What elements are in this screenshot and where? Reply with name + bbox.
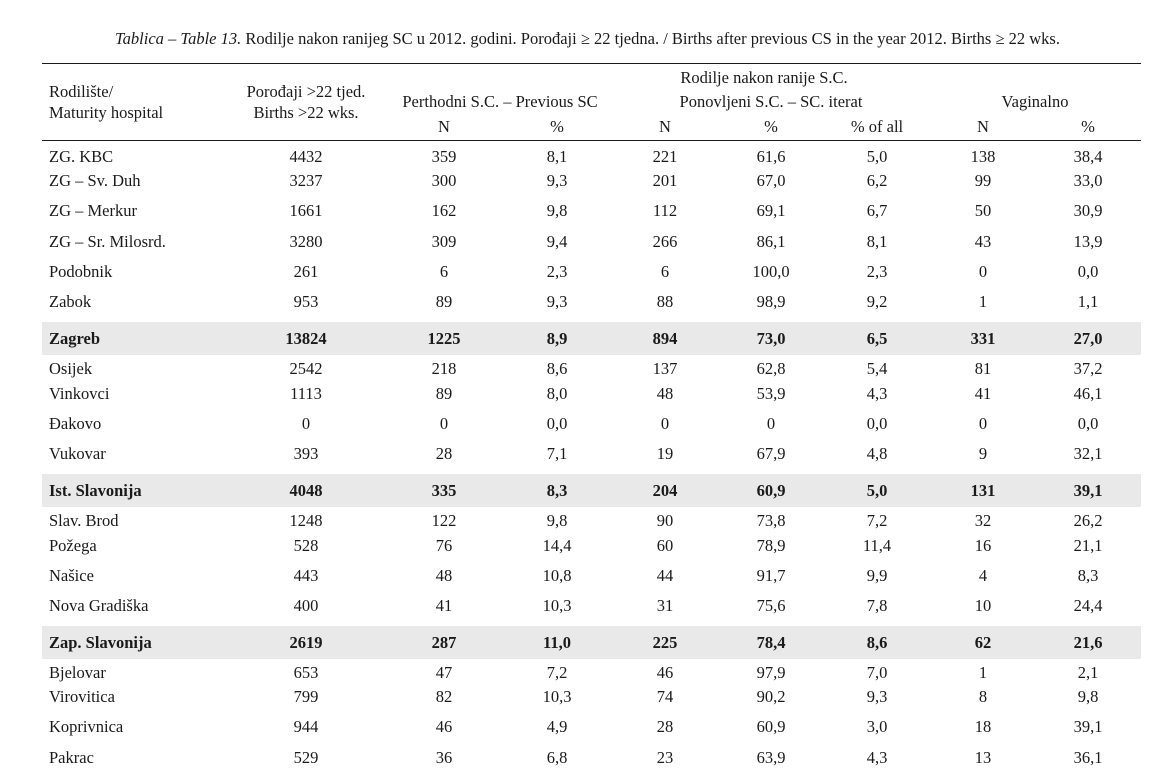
table-cell: 6,8 — [546, 748, 568, 767]
hospital-name: ZG – Sv. Duh — [49, 171, 141, 190]
hospital-name: Virovitica — [49, 687, 115, 706]
table-cell: 74 — [656, 687, 674, 706]
table-cell: 78,9 — [756, 536, 786, 555]
table-cell: 4048 — [289, 481, 323, 500]
summary-row — [0, 632, 1175, 654]
table-cell: 37,2 — [1073, 359, 1103, 378]
caption-prefix: Tablica – Table 13. — [115, 29, 242, 48]
table-cell: 9,8 — [1077, 687, 1099, 706]
table-cell: 393 — [293, 444, 319, 463]
hospital-name: ZG. KBC — [49, 147, 114, 166]
table-cell: 1225 — [427, 329, 461, 348]
table-cell: 7,1 — [546, 444, 568, 463]
table-cell: 201 — [652, 171, 678, 190]
header-hospital — [49, 81, 163, 123]
table-cell: 10 — [974, 596, 992, 615]
table-cell: 953 — [293, 292, 319, 311]
table-cell: 46 — [435, 717, 453, 736]
hospital-name: Bjelovar — [49, 663, 106, 682]
table-cell: 4,8 — [866, 444, 888, 463]
table-cell: 9,3 — [546, 171, 568, 190]
table-cell: 6 — [660, 262, 670, 281]
table-cell: 3237 — [289, 171, 323, 190]
table-cell: 50 — [974, 201, 992, 220]
table-cell: 39,1 — [1073, 717, 1103, 736]
table-cell: 48 — [656, 384, 674, 403]
table-cell: 2542 — [289, 359, 323, 378]
table-cell: 73,0 — [756, 329, 786, 348]
table-cell: 443 — [293, 566, 319, 585]
hospital-name: Osijek — [49, 359, 93, 378]
table-cell: 36 — [435, 748, 453, 767]
header-births — [247, 81, 366, 123]
table-cell: 9,3 — [866, 687, 888, 706]
table-cell: 53,9 — [756, 384, 786, 403]
table-cell: 529 — [293, 748, 319, 767]
table-cell: 7,2 — [546, 663, 568, 682]
hospital-name: Podobnik — [49, 262, 113, 281]
table-cell: 39,1 — [1073, 481, 1103, 500]
table-caption — [0, 29, 1175, 49]
header-vaginal: Vaginalno — [1001, 92, 1069, 111]
table-row — [0, 565, 1175, 587]
table-cell: 8 — [978, 687, 988, 706]
table-cell: 30,9 — [1073, 201, 1103, 220]
table-cell: 0,0 — [546, 414, 568, 433]
table-cell: 0 — [301, 414, 311, 433]
table-cell: 41 — [435, 596, 453, 615]
table-cell: 47 — [435, 663, 453, 682]
table-cell: 9,8 — [546, 511, 568, 530]
table-cell: 41 — [974, 384, 992, 403]
table-cell: 90 — [656, 511, 674, 530]
table-cell: 62,8 — [756, 359, 786, 378]
table-cell: 88 — [656, 292, 674, 311]
table-cell: 0 — [978, 262, 988, 281]
header-rule — [42, 140, 1141, 141]
table-cell: 8,6 — [546, 359, 568, 378]
table-cell: 7,2 — [866, 511, 888, 530]
subheader-cell: % — [1081, 117, 1095, 136]
table-cell: 8,3 — [546, 481, 568, 500]
table-cell: 5,0 — [866, 147, 888, 166]
header-iterat: Ponovljeni S.C. – SC. iterat — [679, 92, 863, 111]
table-cell: 162 — [431, 201, 457, 220]
table-cell: 894 — [652, 329, 678, 348]
table-cell: 18 — [974, 717, 992, 736]
table-cell: 73,8 — [756, 511, 786, 530]
table-cell: 28 — [435, 444, 453, 463]
table-cell: 137 — [652, 359, 678, 378]
table-cell: 0 — [660, 414, 670, 433]
hospital-name: Vinkovci — [49, 384, 110, 403]
table-cell: 90,2 — [756, 687, 786, 706]
table-cell: 13 — [974, 748, 992, 767]
hospital-name: ZG – Sr. Milosrd. — [49, 232, 166, 251]
table-row — [0, 200, 1175, 222]
table-cell: 3280 — [289, 232, 323, 251]
table-cell: 33,0 — [1073, 171, 1103, 190]
table-row — [0, 686, 1175, 708]
table-cell: 32 — [974, 511, 992, 530]
table-row — [0, 716, 1175, 738]
table-cell: 7,0 — [866, 663, 888, 682]
table-cell: 99 — [974, 171, 992, 190]
hospital-name: Pakrac — [49, 748, 94, 767]
table-row — [0, 231, 1175, 253]
table-cell: 36,1 — [1073, 748, 1103, 767]
table-cell: 300 — [431, 171, 457, 190]
table-cell: 8,6 — [866, 633, 888, 652]
table-cell: 204 — [652, 481, 678, 500]
table-cell: 112 — [652, 201, 678, 220]
table-cell: 46 — [656, 663, 674, 682]
table-cell: 13824 — [285, 329, 327, 348]
header-hospital-line1: Rodilište/ — [49, 82, 114, 101]
table-cell: 6,5 — [866, 329, 888, 348]
table-cell: 10,8 — [542, 566, 572, 585]
table-row — [0, 291, 1175, 313]
table-cell: 48 — [435, 566, 453, 585]
summary-row — [0, 328, 1175, 350]
table-cell: 9,8 — [546, 201, 568, 220]
table-cell: 43 — [974, 232, 992, 251]
table-cell: 9,3 — [546, 292, 568, 311]
table-cell: 16 — [974, 536, 992, 555]
caption-text: Rodilje nakon ranijeg SC u 2012. godini. Porođaji ≥ 22 tjedna. / Births after previous CS in the year 2012. Births ≥ 22 wks. — [241, 29, 1060, 48]
table-cell: 1248 — [289, 511, 323, 530]
table-cell: 9,9 — [866, 566, 888, 585]
table-cell: 67,9 — [756, 444, 786, 463]
table-cell: 3,0 — [866, 717, 888, 736]
table-cell: 0,0 — [866, 414, 888, 433]
table-cell: 0,0 — [1077, 414, 1099, 433]
table-cell: 331 — [970, 329, 996, 348]
table-cell: 9 — [978, 444, 988, 463]
table-cell: 1 — [978, 292, 988, 311]
table-cell: 89 — [435, 292, 453, 311]
subheader-cell: N — [659, 117, 671, 136]
table-cell: 8,9 — [546, 329, 568, 348]
table-cell: 63,9 — [756, 748, 786, 767]
table-cell: 2,3 — [546, 262, 568, 281]
table-cell: 61,6 — [756, 147, 786, 166]
table-row — [0, 358, 1175, 380]
table-cell: 98,9 — [756, 292, 786, 311]
table-cell: 1,1 — [1077, 292, 1099, 311]
subheader-cell: N — [977, 117, 989, 136]
header-previous: Perthodni S.C. – Previous SC — [402, 92, 598, 111]
table-cell: 8,1 — [866, 232, 888, 251]
table-cell: 528 — [293, 536, 319, 555]
table-cell: 6,7 — [866, 201, 888, 220]
table-cell: 7,8 — [866, 596, 888, 615]
hospital-name: Nova Gradiška — [49, 596, 149, 615]
subheader-cell: % — [550, 117, 564, 136]
table-cell: 8,0 — [546, 384, 568, 403]
table-cell: 2,1 — [1077, 663, 1099, 682]
table-cell: 9,4 — [546, 232, 568, 251]
table-cell: 91,7 — [756, 566, 786, 585]
hospital-name: Koprivnica — [49, 717, 124, 736]
table-cell: 69,1 — [756, 201, 786, 220]
subheader-cell: % — [764, 117, 778, 136]
table-cell: 9,2 — [866, 292, 888, 311]
table-cell: 0 — [766, 414, 776, 433]
table-cell: 5,0 — [866, 481, 888, 500]
table-cell: 27,0 — [1073, 329, 1103, 348]
table-cell: 653 — [293, 663, 319, 682]
hospital-name: Požega — [49, 536, 97, 555]
table-cell: 400 — [293, 596, 319, 615]
table-cell: 335 — [431, 481, 457, 500]
table-row — [0, 170, 1175, 192]
table-row — [0, 261, 1175, 283]
table-cell: 60,9 — [756, 717, 786, 736]
table-cell: 6,2 — [866, 171, 888, 190]
table-row — [0, 662, 1175, 684]
table-cell: 2619 — [289, 633, 323, 652]
table-cell: 1 — [978, 663, 988, 682]
table-cell: 100,0 — [752, 262, 790, 281]
table-cell: 5,4 — [866, 359, 888, 378]
table-cell: 6 — [439, 262, 449, 281]
table-cell: 4432 — [289, 147, 323, 166]
table-cell: 14,4 — [542, 536, 572, 555]
table-cell: 0,0 — [1077, 262, 1099, 281]
table-cell: 10,3 — [542, 687, 572, 706]
top-rule — [42, 63, 1141, 64]
table-row — [0, 747, 1175, 769]
table-cell: 2,3 — [866, 262, 888, 281]
hospital-name: Đakovo — [49, 414, 102, 433]
table-cell: 44 — [656, 566, 674, 585]
table-cell: 89 — [435, 384, 453, 403]
table-cell: 266 — [652, 232, 678, 251]
table-cell: 10,3 — [542, 596, 572, 615]
table-cell: 26,2 — [1073, 511, 1103, 530]
table-row — [0, 535, 1175, 557]
table-cell: 0 — [439, 414, 449, 433]
table-cell: 23 — [656, 748, 674, 767]
table-cell: 32,1 — [1073, 444, 1103, 463]
table-cell: 78,4 — [756, 633, 786, 652]
table-cell: 86,1 — [756, 232, 786, 251]
header-births-line2: Births >22 wks. — [253, 103, 359, 122]
table-cell: 0 — [978, 414, 988, 433]
table-cell: 76 — [435, 536, 453, 555]
hospital-name: Ist. Slavonija — [49, 481, 142, 500]
table-cell: 1113 — [290, 384, 322, 403]
table-cell: 67,0 — [756, 171, 786, 190]
table-cell: 82 — [435, 687, 453, 706]
table-cell: 38,4 — [1073, 147, 1103, 166]
table-cell: 62 — [974, 633, 992, 652]
table-cell: 8,3 — [1077, 566, 1099, 585]
hospital-name: Našice — [49, 566, 94, 585]
table-row — [0, 595, 1175, 617]
table-cell: 359 — [431, 147, 457, 166]
table-cell: 81 — [974, 359, 992, 378]
hospital-name: Vukovar — [49, 444, 106, 463]
hospital-name: Zabok — [49, 292, 92, 311]
header-group: Rodilje nakon ranije S.C. — [680, 68, 848, 87]
table-cell: 21,6 — [1073, 633, 1103, 652]
table-row — [0, 443, 1175, 465]
table-cell: 225 — [652, 633, 678, 652]
hospital-name: Zap. Slavonija — [49, 633, 152, 652]
table-cell: 309 — [431, 232, 457, 251]
hospital-name: ZG – Merkur — [49, 201, 137, 220]
table-cell: 122 — [431, 511, 457, 530]
table-row — [0, 146, 1175, 168]
table-cell: 46,1 — [1073, 384, 1103, 403]
table-cell: 8,1 — [546, 147, 568, 166]
table-cell: 21,1 — [1073, 536, 1103, 555]
table-cell: 97,9 — [756, 663, 786, 682]
table-row — [0, 510, 1175, 532]
table-cell: 24,4 — [1073, 596, 1103, 615]
table-cell: 221 — [652, 147, 678, 166]
table-cell: 31 — [656, 596, 674, 615]
table-cell: 11,4 — [862, 536, 892, 555]
table-cell: 28 — [656, 717, 674, 736]
table-cell: 11,0 — [543, 633, 571, 652]
table-cell: 19 — [656, 444, 674, 463]
table-cell: 138 — [970, 147, 996, 166]
table-cell: 4,3 — [866, 748, 888, 767]
table-cell: 13,9 — [1073, 232, 1103, 251]
table-cell: 4 — [978, 566, 988, 585]
summary-row — [0, 480, 1175, 502]
table-cell: 4,3 — [866, 384, 888, 403]
table-cell: 261 — [293, 262, 319, 281]
table-cell: 60 — [656, 536, 674, 555]
table-cell: 1661 — [289, 201, 323, 220]
table-cell: 218 — [431, 359, 457, 378]
table-cell: 944 — [293, 717, 319, 736]
table-cell: 799 — [293, 687, 319, 706]
header-hospital-line2: Maturity hospital — [49, 103, 164, 122]
table-row — [0, 413, 1175, 435]
table-cell: 131 — [970, 481, 996, 500]
subheader-cell: % of all — [850, 117, 904, 136]
subheader-cell: N — [438, 117, 450, 136]
table-cell: 4,9 — [546, 717, 568, 736]
table-cell: 287 — [431, 633, 457, 652]
table-cell: 60,9 — [756, 481, 786, 500]
table-cell: 75,6 — [756, 596, 786, 615]
header-births-line1: Porođaji >22 tjed. — [246, 82, 366, 101]
hospital-name: Slav. Brod — [49, 511, 119, 530]
hospital-name: Zagreb — [49, 329, 101, 348]
table-row — [0, 383, 1175, 405]
